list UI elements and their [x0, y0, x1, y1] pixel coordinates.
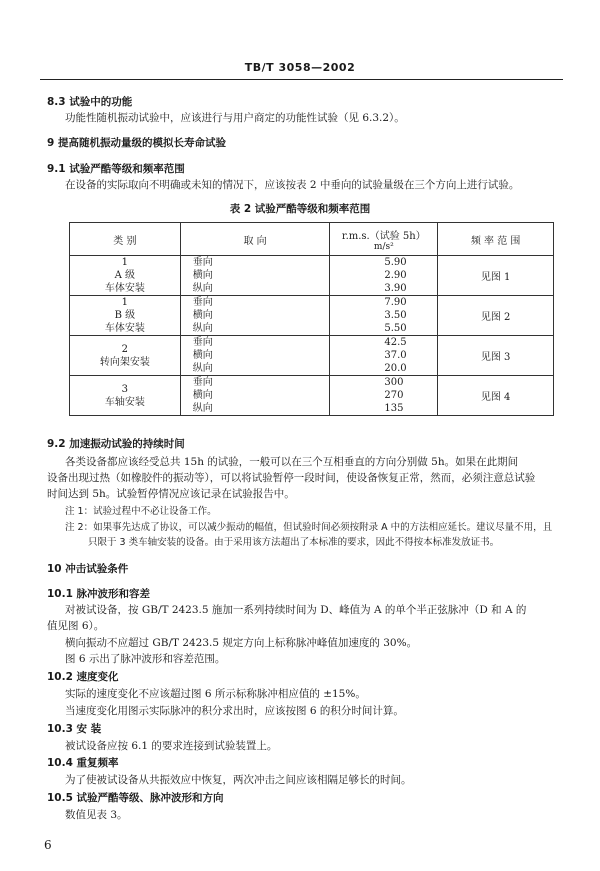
- direction-value: 纵向: [192, 283, 213, 294]
- section-10-2-text: 实际的速度变化不应该超过图 6 所示标称脉冲相应值的 ±15%。: [65, 688, 366, 700]
- rms-value: 135: [384, 403, 404, 414]
- header-rms-unit: m/s²: [373, 241, 394, 252]
- table-row: [70, 376, 554, 416]
- section-10-title: 10 冲击试验条件: [47, 563, 129, 575]
- section-9-2-text: 设备出现过热（如橡胶件的振动等），可以将试验暂停一段时间，使设备恢复正常，然而，必须注意总试验: [47, 472, 536, 484]
- direction-value: 纵向: [192, 323, 213, 334]
- section-10-2-text: 当速度变化用图示实际脉冲的积分求出时，应该按图 6 的积分时间计算。: [65, 705, 404, 717]
- frequency-cell: 见图 4: [438, 376, 554, 416]
- section-10-1-title: 10.1 脉冲波形和容差: [47, 588, 151, 600]
- rms-value: 5.50: [384, 323, 407, 334]
- page-header: TB/T 3058—2002: [244, 61, 356, 74]
- direction-value: 横向: [192, 350, 213, 361]
- section-10-2-title: 10.2 速度变化: [47, 671, 119, 683]
- frequency-cell: 见图 1: [438, 256, 554, 296]
- section-10-4-text: 为了使被试设备从共振效应中恢复，两次冲击之间应该相隔足够长的时间。: [65, 774, 412, 786]
- table-row: [70, 336, 554, 376]
- table-row: [70, 296, 554, 336]
- page-number: 6: [44, 838, 52, 852]
- section-8-3-text: 功能性随机振动试验中，应该进行与用户商定的功能性试验（见 6.3.2）。: [65, 112, 405, 124]
- section-10-5-text: 数值见表 3。: [65, 809, 128, 821]
- direction-value: 垂向: [192, 257, 213, 268]
- section-10-1-text: 对被试设备，按 GB/T 2423.5 施加一系列持续时间为 D、峰值为 A 的单个半正弦脉冲（D 和 A 的: [65, 604, 527, 616]
- direction-value: 纵向: [192, 403, 213, 414]
- rms-cell: [330, 336, 438, 376]
- rms-value: 5.90: [384, 257, 407, 268]
- direction-value: 垂向: [192, 377, 213, 388]
- table-caption: 表 2 试验严酷等级和频率范围: [229, 203, 371, 215]
- severity-table: [69, 222, 554, 416]
- direction-value: 横向: [192, 390, 213, 401]
- rms-value: 2.90: [384, 270, 407, 281]
- rms-value: 20.0: [384, 363, 407, 374]
- direction-value: 横向: [192, 270, 213, 281]
- category-line: B 级: [114, 310, 136, 321]
- section-9-title: 9 提高随机振动量级的模拟长寿命试验: [47, 137, 226, 149]
- category-line: 车轴安装: [104, 396, 145, 408]
- header-category: 类 别: [70, 223, 181, 256]
- rms-cell: [330, 376, 438, 416]
- category-cell: [70, 336, 181, 376]
- rms-value: 7.90: [384, 297, 407, 308]
- rms-value: 3.50: [384, 310, 407, 321]
- category-line: 2: [121, 343, 129, 355]
- category-line: 车体安装: [104, 283, 145, 294]
- section-9-1-text: 在设备的实际取向不明确或未知的情况下，应该按表 2 中垂向的试验量级在三个方向上进行试验。: [65, 179, 520, 191]
- section-10-3-text: 被试设备应按 6.1 的要求连接到试验装置上。: [65, 740, 278, 752]
- category-cell: [70, 296, 181, 336]
- category-cell: [70, 256, 181, 296]
- category-line: 1: [121, 297, 129, 308]
- section-9-2-text: 时间达到 5h。试验暂停情况应该记录在试验报告中。: [47, 488, 295, 500]
- table-row: [70, 256, 554, 296]
- category-cell: [70, 376, 181, 416]
- rms-value: 270: [384, 390, 404, 401]
- direction-cell: [180, 336, 330, 376]
- rms-value: 37.0: [384, 350, 407, 361]
- section-10-1-text: 横向振动不应超过 GB/T 2423.5 规定方向上标称脉冲峰值加速度的 30%。: [65, 637, 418, 649]
- direction-value: 垂向: [192, 297, 213, 308]
- frequency-cell: 见图 3: [438, 336, 554, 376]
- direction-cell: [180, 296, 330, 336]
- section-10-1-text: 图 6 示出了脉冲波形和容差范围。: [65, 653, 226, 665]
- section-10-5-title: 10.5 试验严酷等级、脉冲波形和方向: [47, 792, 224, 804]
- category-line: 车体安装: [104, 323, 145, 334]
- direction-value: 横向: [192, 310, 213, 321]
- note-1: 注 1：试验过程中不必让设备工作。: [65, 506, 217, 517]
- section-9-1-title: 9.1 试验严酷等级和频率范围: [47, 163, 185, 175]
- category-line: 1: [121, 257, 129, 268]
- direction-value: 垂向: [192, 337, 213, 348]
- section-9-2-text: 各类设备都应该经受总共 15h 的试验，一般可以在三个互相垂直的方向分别做 5h。如果在此期间: [65, 456, 519, 468]
- category-line: 转向架安装: [99, 356, 150, 368]
- rms-value: 300: [384, 377, 404, 388]
- header-rms: [330, 223, 438, 256]
- frequency-cell: 见图 2: [438, 296, 554, 336]
- header-rule: [40, 79, 563, 80]
- direction-cell: [180, 376, 330, 416]
- rms-value: 42.5: [384, 337, 407, 348]
- direction-value: 纵向: [192, 363, 213, 374]
- note-2: 只限于 3 类车轴安装的设备。由于采用该方法超出了本标准的要求，因此不得按本标准发放证书。: [88, 537, 500, 548]
- section-8-3-title: 8.3 试验中的功能: [47, 96, 133, 108]
- rms-cell: [330, 296, 438, 336]
- header-rms-label: r.m.s.（试验 5h）: [341, 230, 426, 242]
- category-line: A 级: [114, 270, 136, 281]
- header-frequency: 频 率 范 围: [438, 223, 554, 256]
- category-line: 3: [121, 383, 129, 395]
- note-2: 注 2：如果事先达成了协议，可以减少振动的幅值，但试验时间必须按附录 A 中的方法相应延长。建议尽量不用，且: [65, 522, 553, 533]
- header-direction: 取 向: [180, 223, 330, 256]
- direction-cell: [180, 256, 330, 296]
- section-10-3-title: 10.3 安 装: [47, 723, 102, 735]
- section-10-1-text: 值见图 6）。: [47, 620, 105, 632]
- section-10-4-title: 10.4 重复频率: [47, 757, 119, 769]
- rms-value: 3.90: [384, 283, 407, 294]
- section-9-2-title: 9.2 加速振动试验的持续时间: [47, 438, 185, 450]
- rms-cell: [330, 256, 438, 296]
